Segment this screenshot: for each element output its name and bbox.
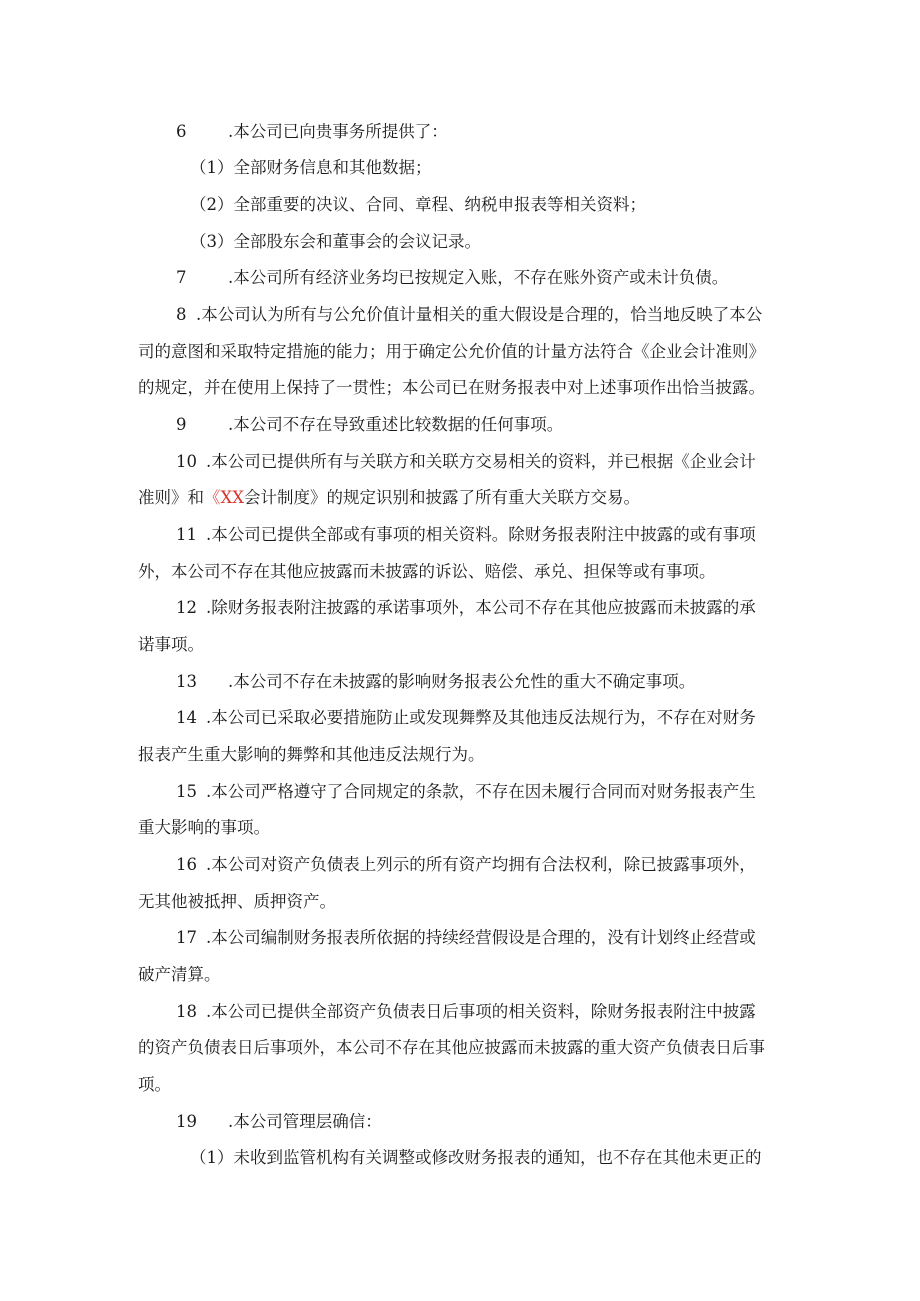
paragraph-15-line-1 (176, 780, 756, 804)
item-number: 8 (176, 305, 187, 324)
sub-item-6-2: （2）全部重要的决议、合同、章程、纳税申报表等相关资料； (190, 195, 646, 214)
item-number: 16 (176, 855, 197, 874)
item-text: .本公司认为所有与公允价值计量相关的重大假设是合理的，恰当地反映了本公 (196, 305, 763, 324)
paragraph-8-line-3: 的规定，并在使用上保持了一贯性；本公司已在财务报表中对上述事项作出恰当披露。 (138, 378, 765, 397)
paragraph-17-line-2: 破产清算。 (138, 965, 221, 984)
paragraph-8-line-2: 司的意图和采取特定措施的能力；用于确定公允价值的计量方法符合《企业会计准则》 (138, 342, 765, 361)
item-number: 12 (176, 598, 197, 617)
paragraph-7 (176, 266, 728, 290)
paragraph-16-line-2: 无其他被抵押、质押资产。 (138, 892, 336, 911)
paragraph-8-line-1 (176, 303, 762, 327)
item-text: .本公司已采取必要措施防止或发现舞弊及其他违反法规行为，不存在对财务 (206, 708, 756, 727)
item-text: .本公司对资产负债表上列示的所有资产均拥有合法权利，除已披露事项外， (206, 855, 756, 874)
paragraph-19 (176, 1110, 382, 1134)
paragraph-14-line-2: 报表产生重大影响的舞弊和其他违反法规行为。 (138, 745, 485, 764)
item-number: 6 (176, 122, 187, 141)
paragraph-16-line-1 (176, 853, 756, 877)
item-text: .本公司管理层确信： (228, 1112, 382, 1131)
item-text: .本公司已提供所有与关联方和关联方交易相关的资料，并已根据《企业会计 (206, 452, 756, 471)
item-text: .本公司编制财务报表所依据的持续经营假设是合理的，没有计划终止经营或 (206, 928, 756, 947)
paragraph-9 (176, 413, 563, 437)
item-number: 15 (176, 782, 197, 801)
paragraph-18-line-1 (176, 1000, 756, 1024)
item-number: 13 (176, 672, 197, 691)
item-text: .本公司严格遵守了合同规定的条款，不存在因未履行合同而对财务报表产生 (206, 782, 756, 801)
paragraph-18-line-3: 项。 (138, 1075, 171, 1094)
paragraph-13 (176, 670, 695, 694)
item-text: .本公司不存在导致重述比较数据的任何事项。 (228, 415, 564, 434)
item-number: 10 (176, 452, 197, 471)
item-text: 会计制度》的规定识别和披露了所有重大关联方交易。 (244, 488, 640, 507)
item-text: .本公司所有经济业务均已按规定入账，不存在账外资产或未计负债。 (228, 268, 729, 287)
paragraph-15-line-2: 重大影响的事项。 (138, 818, 270, 837)
paragraph-10-line-1 (176, 450, 756, 474)
paragraph-18-line-2: 的资产负债表日后事项外，本公司不存在其他应披露而未披露的重大资产负债表日后事 (138, 1038, 765, 1057)
highlighted-text: 《XX (204, 488, 244, 507)
paragraph-10-line-2 (138, 486, 640, 510)
item-text: .本公司不存在未披露的影响财务报表公允性的重大不确定事项。 (228, 672, 696, 691)
item-number: 18 (176, 1002, 197, 1021)
paragraph-14-line-1 (176, 706, 756, 730)
sub-item-6-1: （1）全部财务信息和其他数据； (190, 158, 432, 177)
item-number: 7 (176, 268, 187, 287)
paragraph-11-line-2: 外，本公司不存在其他应披露而未披露的诉讼、赔偿、承兑、担保等或有事项。 (138, 562, 716, 581)
sub-item-6-3: （3）全部股东会和董事会的会议记录。 (190, 232, 481, 251)
item-text: .本公司已向贵事务所提供了： (228, 122, 448, 141)
item-number: 11 (176, 525, 197, 544)
item-text: .除财务报表附注披露的承诺事项外，本公司不存在其他应披露而未披露的承 (206, 598, 756, 617)
paragraph-12-line-1 (176, 596, 756, 620)
item-text: 准则》和 (138, 488, 204, 507)
paragraph-17-line-1 (176, 926, 756, 950)
item-number: 14 (176, 708, 197, 727)
item-text: .本公司已提供全部资产负债表日后事项的相关资料，除财务报表附注中披露 (206, 1002, 756, 1021)
item-text: .本公司已提供全部或有事项的相关资料。除财务报表附注中披露的或有事项 (206, 525, 756, 544)
item-number: 9 (176, 415, 187, 434)
sub-item-19-1: （1）未收到监管机构有关调整或修改财务报表的通知，也不存在其他未更正的 (190, 1148, 762, 1167)
paragraph-12-line-2: 诺事项。 (138, 635, 204, 654)
paragraph-6 (176, 120, 448, 144)
item-number: 17 (176, 928, 197, 947)
paragraph-11-line-1 (176, 523, 756, 547)
item-number: 19 (176, 1112, 197, 1131)
